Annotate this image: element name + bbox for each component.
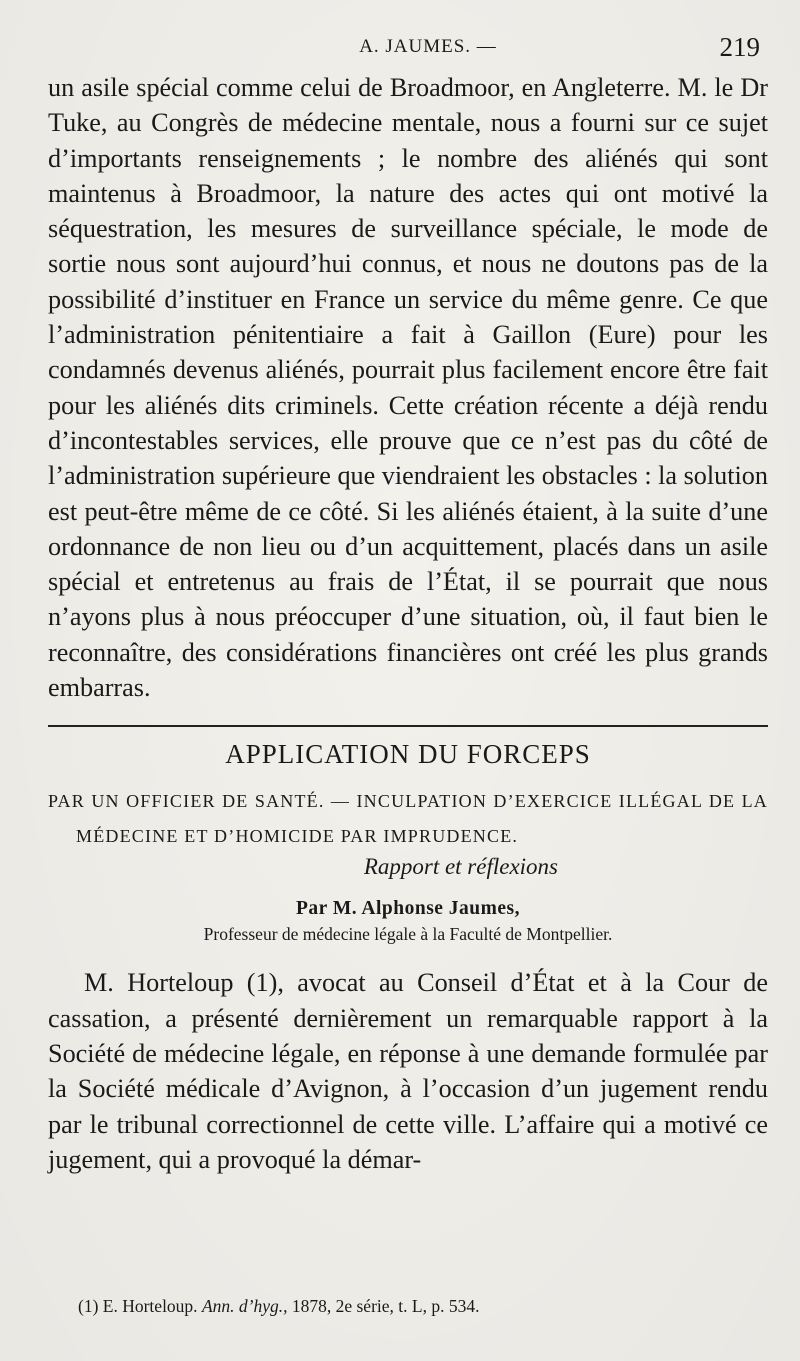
footnote	[78, 1296, 479, 1317]
body-section-2	[48, 965, 768, 1177]
author-line: Par M. Alphonse Jaumes,	[295, 898, 521, 920]
footnote-journal: Ann. d’hyg.,	[201, 1296, 288, 1316]
section-divider	[48, 725, 768, 727]
author-affiliation: Professeur de médecine légale à la Faculté de Montpellier.	[203, 924, 613, 945]
article-title: APPLICATION DU FORCEPS	[225, 739, 591, 770]
report-type: Rapport et réflexions	[363, 854, 558, 880]
footnote-reference: 1878, 2e série, t. L, p. 534.	[291, 1296, 480, 1316]
page-number: 219	[719, 32, 760, 62]
article-subtitle: PAR UN OFFICIER DE SANTÉ. — INCULPATION D’EXERCICE ILLÉGAL DE LA MÉDECINE ET D’HOMICIDE PAR IMPRUDENCE.	[48, 791, 768, 847]
footnote-marker: (1) E. Horteloup.	[78, 1296, 198, 1316]
running-head-title: A. JAUMES. —	[359, 36, 497, 57]
running-head	[48, 30, 768, 70]
paragraph-2: M. Horteloup (1), avocat au Conseil d’État et à la Cour de cassation, a présenté dernièrement un remarquable rapport à la Société de médecine légale, en réponse à une demande formulée par la Société médicale d’Avignon, à l’occasion d’un jugement rendu par le tribunal correctionnel de cette ville. L’affaire qui a motivé ce jugement, qui a provoqué la démar-	[48, 968, 768, 1174]
body-section-1	[48, 70, 768, 705]
paragraph-1: un asile spécial comme celui de Broadmoor, en Angleterre. M. le Dr Tuke, au Congrès de médecine mentale, nous a fourni sur ce sujet d’importants renseignements ; le nombre des aliénés qui sont maintenus à Broadmoor, la nature des actes qui ont motivé la séquestration, les mesures de surveillance spéciale, le mode de sortie nous sont aujourd’hui connus, et nous ne doutons pas de la possibilité d’instituer en France un service du même genre. Ce que l’administration pénitentiaire a fait à Gaillon (Eure) pour les condamnés devenus aliénés, pourrait plus facilement encore être fait pour les aliénés dits criminels. Cette création récente a déjà rendu d’incontestables services, elle prouve que ce n’est pas du côté de l’administration supérieure que viendraient les obstacles : la solution est peut-être même de ce côté. Si les aliénés étaient, à la suite d’une ordonnance de non lieu ou d’un acquittement, placés dans un asile spécial et entretenus au frais de l’État, il se pourrait que nous n’ayons plus à nous préoccuper d’une situation, où, il faut bien le reconnaître, des considérations financières ont créé les plus grands embarras.	[48, 73, 768, 703]
